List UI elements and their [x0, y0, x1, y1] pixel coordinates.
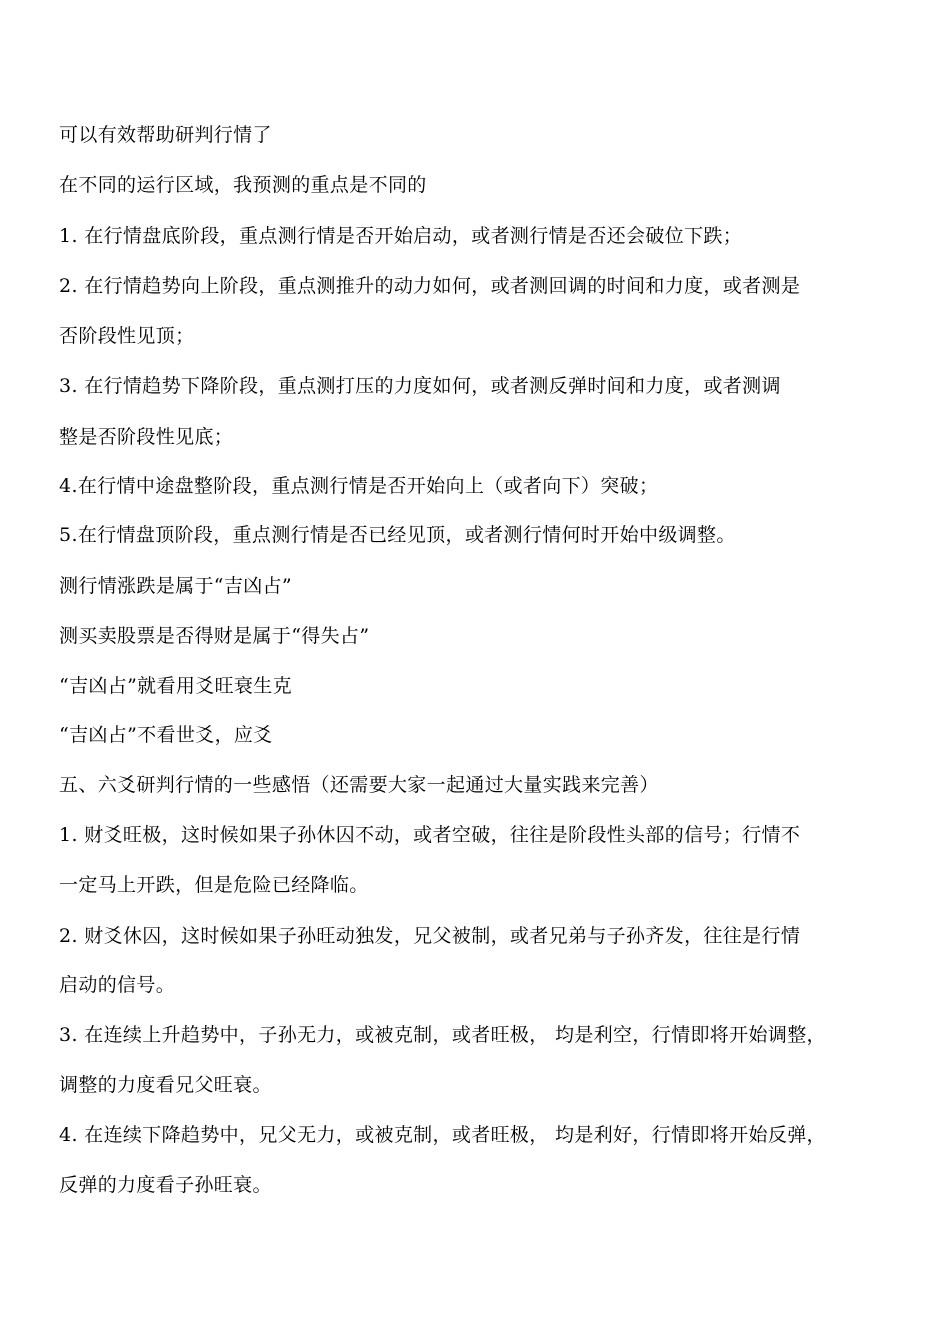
text-line: 可以有效帮助研判行情了	[59, 124, 272, 146]
text-line: 否阶段性见顶；	[59, 325, 195, 347]
text-line: 1. 在行情盘底阶段，重点测行情是否开始启动，或者测行情是否还会破位下跌；	[59, 225, 743, 247]
text-line: 测买卖股票是否得财是属于“得失占”	[59, 625, 370, 647]
text-line: “吉凶占”不看世爻，应爻	[59, 724, 273, 746]
text-line: 在不同的运行区域，我预测的重点是不同的	[59, 174, 427, 196]
text-line: 测行情涨跌是属于“吉凶占”	[59, 575, 292, 597]
text-line: 整是否阶段性见底；	[59, 426, 234, 448]
section-heading: 五、六爻研判行情的一些感悟（还需要大家一起通过大量实践来完善）	[59, 774, 659, 796]
text-line: 2. 财爻休囚，这时候如果子孙旺动独发，兄父被制，或者兄弟与子孙齐发，往往是行情	[59, 925, 801, 947]
text-line: “吉凶占”就看用爻旺衰生克	[59, 675, 292, 697]
text-line: 5.在行情盘顶阶段，重点测行情是否已经见顶，或者测行情何时开始中级调整。	[59, 524, 736, 546]
text-line: 反弹的力度看子孙旺衰。	[59, 1174, 272, 1196]
text-line: 4. 在连续下降趋势中，兄父无力，或被克制，或者旺极， 均是利好，行情即将开始反弹，	[59, 1124, 826, 1146]
text-line: 3. 在连续上升趋势中，子孙无力，或被克制，或者旺极， 均是利空，行情即将开始调整，	[59, 1024, 826, 1046]
text-line: 一定马上开跌，但是危险已经降临。	[59, 874, 369, 896]
text-line: 调整的力度看兄父旺衰。	[59, 1074, 272, 1096]
text-line: 4.在行情中途盘整阶段，重点测行情是否开始向上（或者向下）突破；	[59, 475, 659, 497]
text-line: 1. 财爻旺极，这时候如果子孙休囚不动，或者空破，往往是阶段性头部的信号；行情不	[59, 824, 801, 846]
text-line: 3. 在行情趋势下降阶段，重点测打压的力度如何，或者测反弹时间和力度，或者测调	[59, 375, 781, 397]
text-line: 2. 在行情趋势向上阶段，重点测推升的动力如何，或者测回调的时间和力度，或者测是	[59, 275, 801, 297]
text-line: 启动的信号。	[59, 974, 176, 996]
